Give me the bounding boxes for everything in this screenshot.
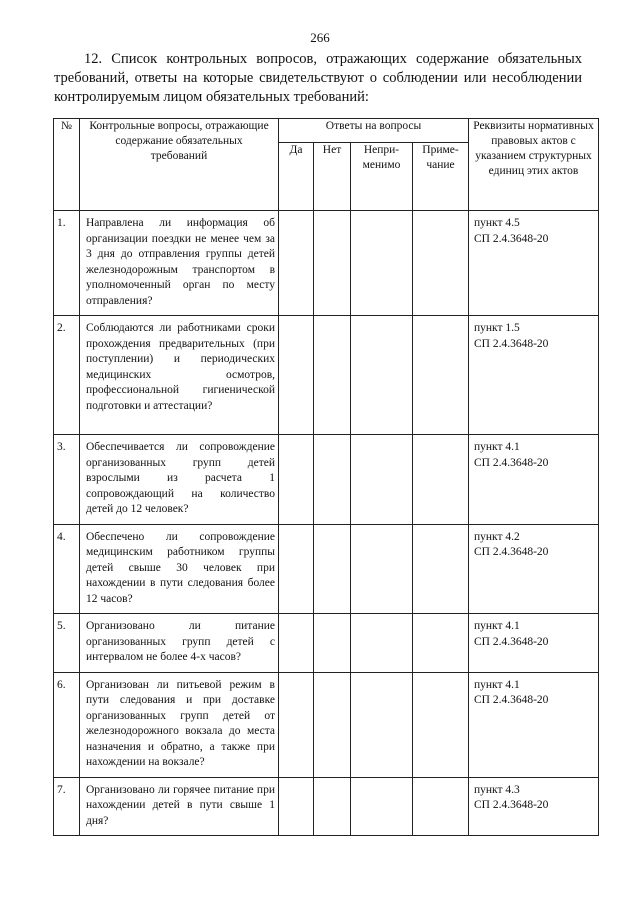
requisite-point: пункт 4.1 [474,620,520,632]
requisite-act: СП 2.4.3648-20 [474,456,549,469]
table-row [54,316,599,435]
answer-yes-cell[interactable] [279,777,314,836]
requisite-act: СП 2.4.3648-20 [474,232,549,245]
table-row [54,672,599,777]
row-question: Соблюдаются ли работниками сроки прохождения предварительных (при поступлении) и периодических медицинских осмотров, профессиональной гигиенической подготовки и аттестации? [80,316,279,435]
row-requisites [469,316,599,435]
answer-yes-cell[interactable] [279,524,314,614]
row-requisites [469,211,599,316]
requisite-act: СП 2.4.3648-20 [474,546,549,558]
row-question: Обеспечивается ли сопровождение организованных групп детей взрослыми из расчета 1 сопровождающий на количество детей до 12 человек? [80,435,279,525]
answer-yes-cell[interactable] [279,316,314,435]
answer-not-applicable-cell[interactable] [351,672,413,777]
row-number: 7. [54,777,80,836]
row-requisites [469,435,599,525]
header-number: № [54,119,80,211]
row-number: 6. [54,672,80,777]
requisite-act: СП 2.4.3648-20 [474,694,549,706]
row-requisites [469,614,599,673]
table-row [54,614,599,673]
answer-note-cell[interactable] [413,614,469,673]
section-heading-text: 12. Список контрольных вопросов, отражающих содержание обязательных требований, ответы на которые свидетельствуют о соблюдении или несоблюдении контролируемым лицом обязательных требований: [54,51,582,105]
answer-note-cell[interactable] [413,211,469,316]
answer-note-cell[interactable] [413,672,469,777]
row-number: 2. [54,316,80,435]
requisite-act: СП 2.4.3648-20 [474,337,549,350]
answer-no-cell[interactable] [314,777,351,836]
answer-yes-cell[interactable] [279,672,314,777]
requisite-point: пункт 4.3 [474,783,520,796]
requisite-point: пункт 1.5 [474,322,520,334]
section-heading [54,50,582,107]
header-question: Контрольные вопросы, отражающие содержание обязательных требований [80,119,279,211]
answer-no-cell[interactable] [314,435,351,525]
requisite-point: пункт 4.5 [474,217,520,229]
checklist-table [53,118,599,836]
row-number: 1. [54,211,80,316]
answer-yes-cell[interactable] [279,614,314,673]
row-number: 5. [54,614,80,673]
row-requisites [469,777,599,836]
answer-no-cell[interactable] [314,211,351,316]
table-row [54,211,599,316]
requisite-act: СП 2.4.3648-20 [474,799,549,811]
answer-not-applicable-cell[interactable] [351,777,413,836]
header-requisites: Реквизиты нормативных правовых актов с указанием структурных единиц этих актов [469,119,599,211]
answer-no-cell[interactable] [314,672,351,777]
answer-not-applicable-cell[interactable] [351,435,413,525]
answer-note-cell[interactable] [413,524,469,614]
requisite-point: пункт 4.2 [474,530,520,543]
answer-note-cell[interactable] [413,435,469,525]
header-yes: Да [279,143,314,211]
row-question: Организовано ли питание организованных групп детей с интервалом не более 4-х часов? [80,614,279,673]
requisite-point: пункт 4.1 [474,441,520,453]
table-row [54,435,599,525]
answer-note-cell[interactable] [413,316,469,435]
answer-no-cell[interactable] [314,316,351,435]
table-row [54,777,599,836]
answer-no-cell[interactable] [314,614,351,673]
answer-no-cell[interactable] [314,524,351,614]
requisite-point: пункт 4.1 [474,678,520,691]
answer-not-applicable-cell[interactable] [351,614,413,673]
answer-yes-cell[interactable] [279,211,314,316]
answer-note-cell[interactable] [413,777,469,836]
row-requisites [469,524,599,614]
table-row [54,524,599,614]
answer-not-applicable-cell[interactable] [351,211,413,316]
page-number: 266 [310,30,330,45]
row-number: 3. [54,435,80,525]
row-requisites [469,672,599,777]
row-question: Организовано ли горячее питание при нахождении детей в пути свыше 1 дня? [80,777,279,836]
header-no: Нет [314,143,351,211]
header-not-applicable: Непри-менимо [351,143,413,211]
answer-yes-cell[interactable] [279,435,314,525]
answer-not-applicable-cell[interactable] [351,316,413,435]
row-number: 4. [54,524,80,614]
row-question: Обеспечено ли сопровождение медицинским работником группы детей свыше 30 человек при нахождении в пути следования более 12 часов? [80,524,279,614]
row-question: Организован ли питьевой режим в пути следования и при доставке организованных групп детей от железнодорожного вокзала до места назначения и обратно, а также при нахождении на вокзале? [80,672,279,777]
requisite-act: СП 2.4.3648-20 [474,635,549,648]
header-answers: Ответы на вопросы [279,119,469,143]
row-question: Направлена ли информация об организации поездки не менее чем за 3 дня до отправления группы детей железнодорожным транспортом в уполномоченный орган по месту отправления? [80,211,279,316]
header-note: Приме-чание [413,143,469,211]
answer-not-applicable-cell[interactable] [351,524,413,614]
